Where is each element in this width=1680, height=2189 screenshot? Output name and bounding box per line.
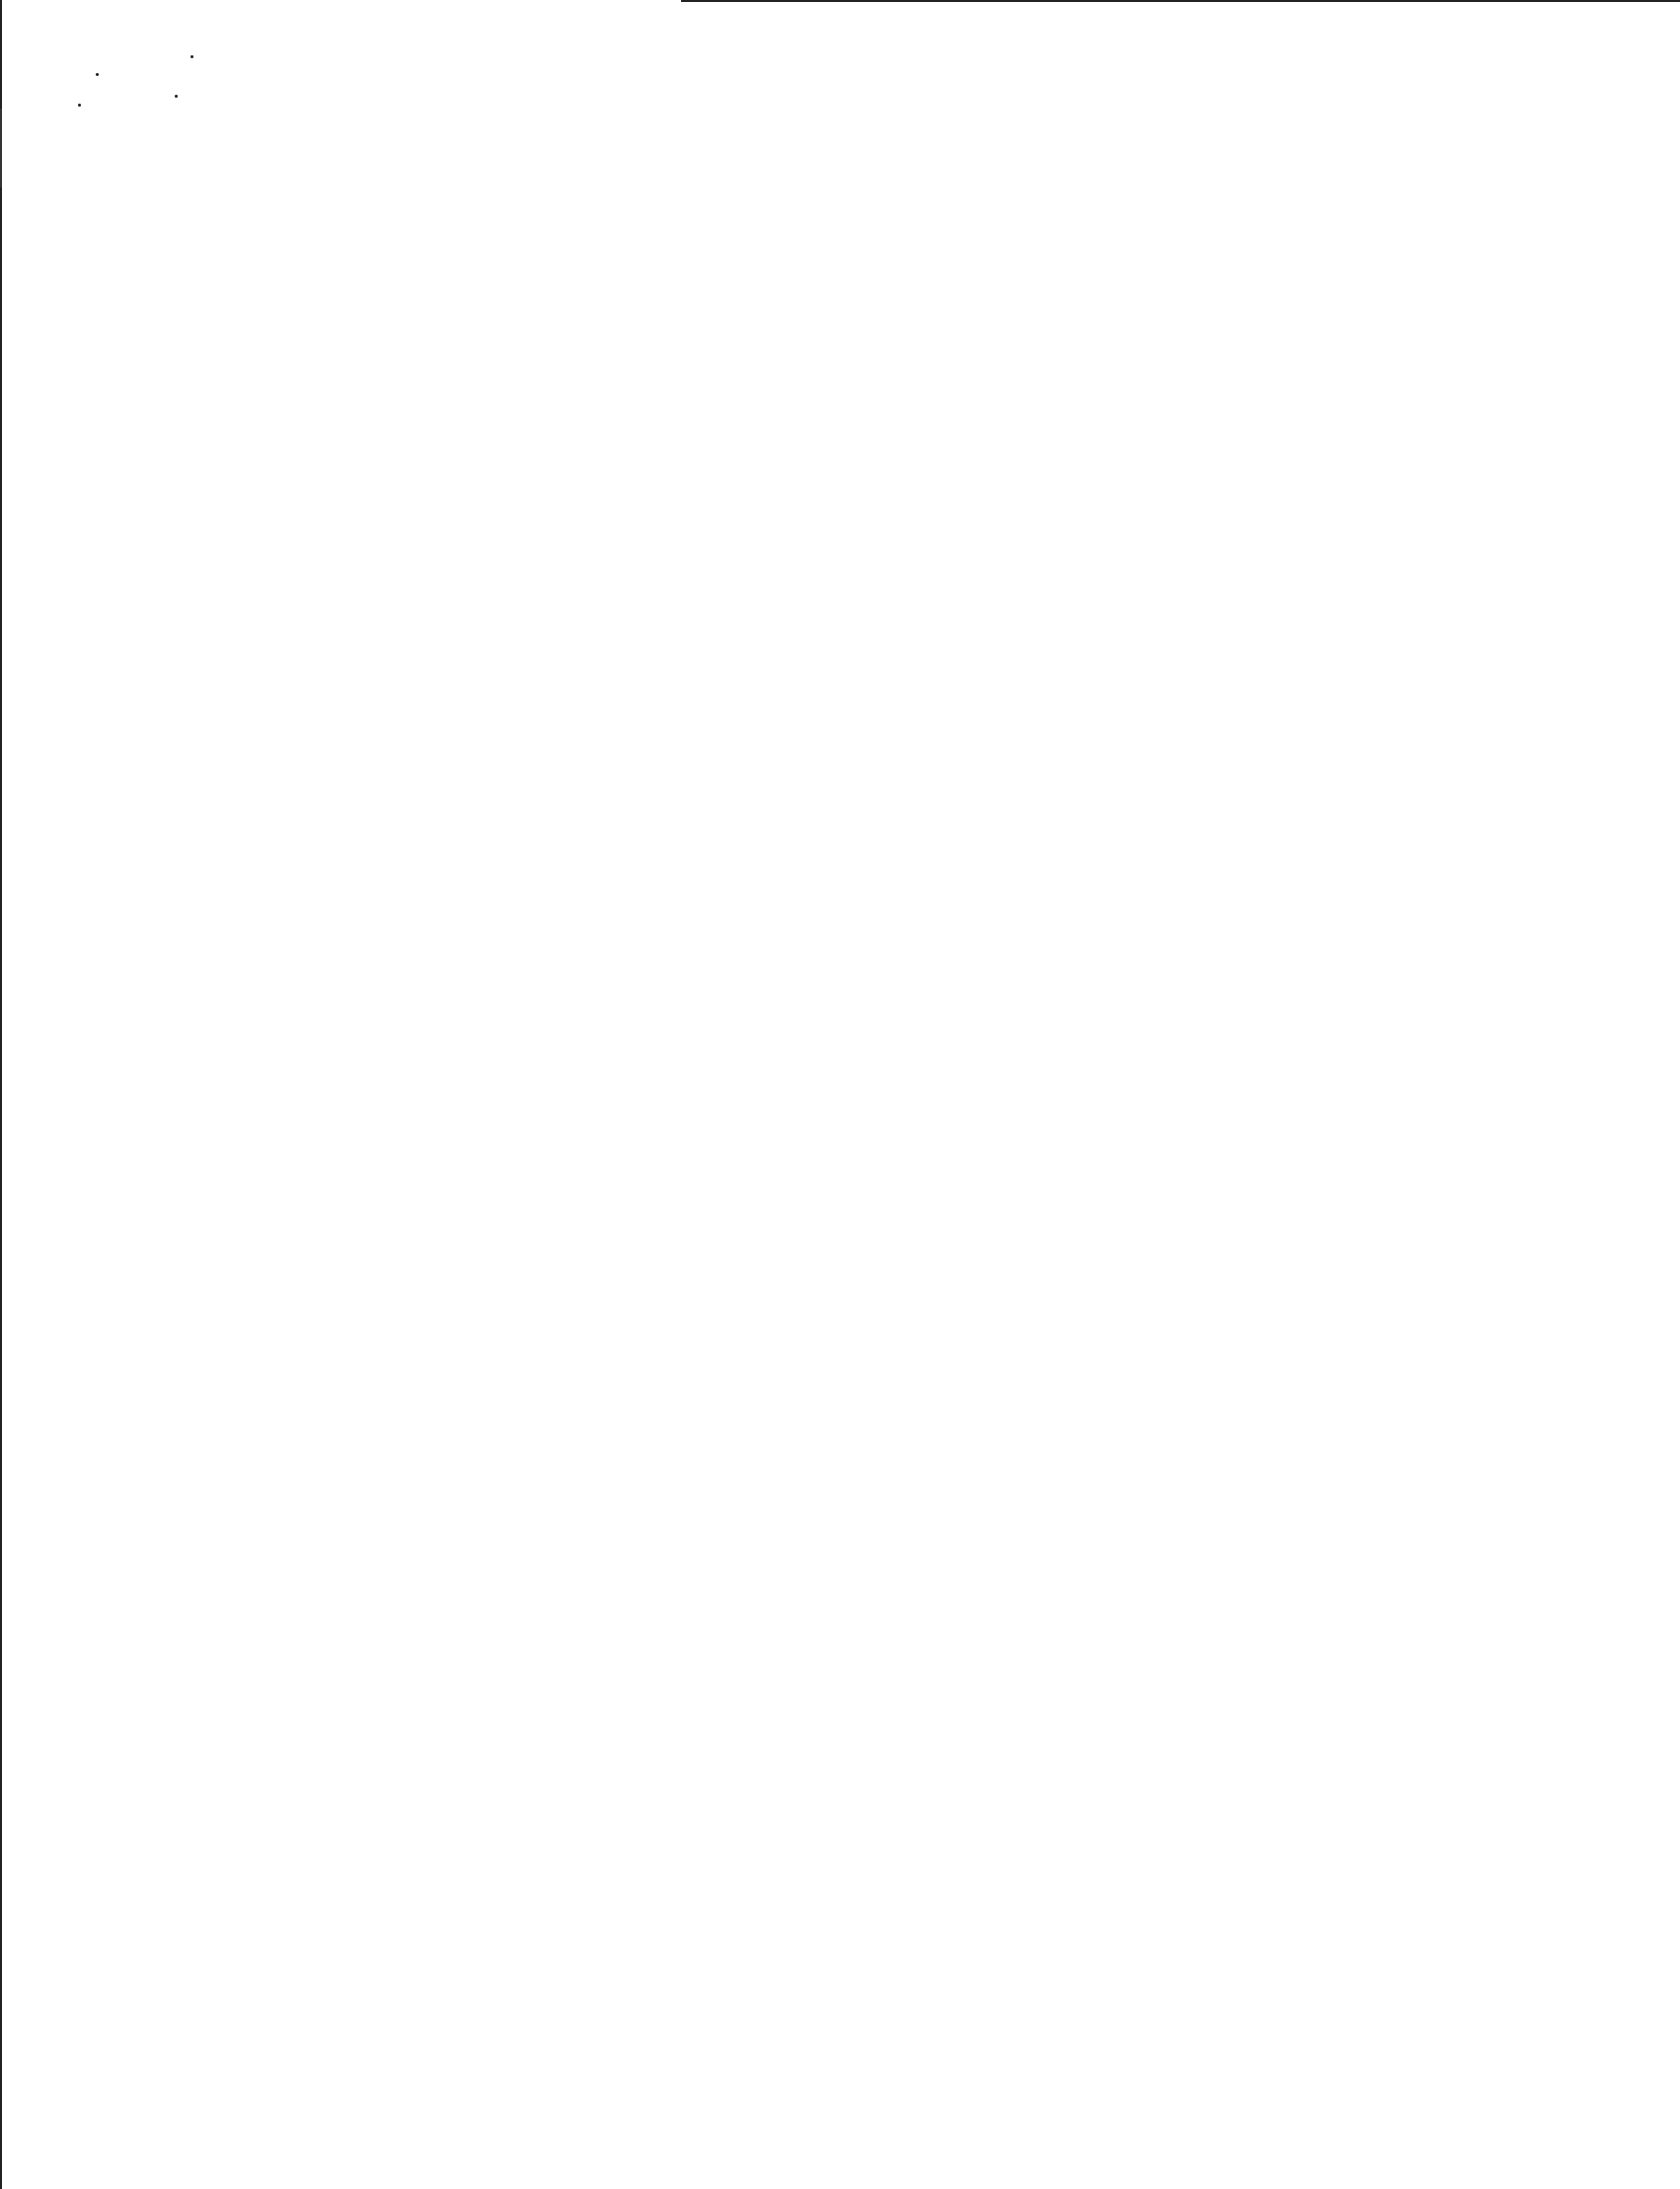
scan-speck — [175, 95, 178, 98]
scan-speck — [191, 55, 193, 58]
scan-border-left — [0, 0, 2, 2189]
scan-border-top — [681, 0, 1680, 2]
recording-stamp — [1606, 1767, 1636, 2053]
scan-border-mark — [0, 109, 8, 188]
scan-speck — [78, 104, 81, 107]
scan-speck — [96, 73, 99, 76]
